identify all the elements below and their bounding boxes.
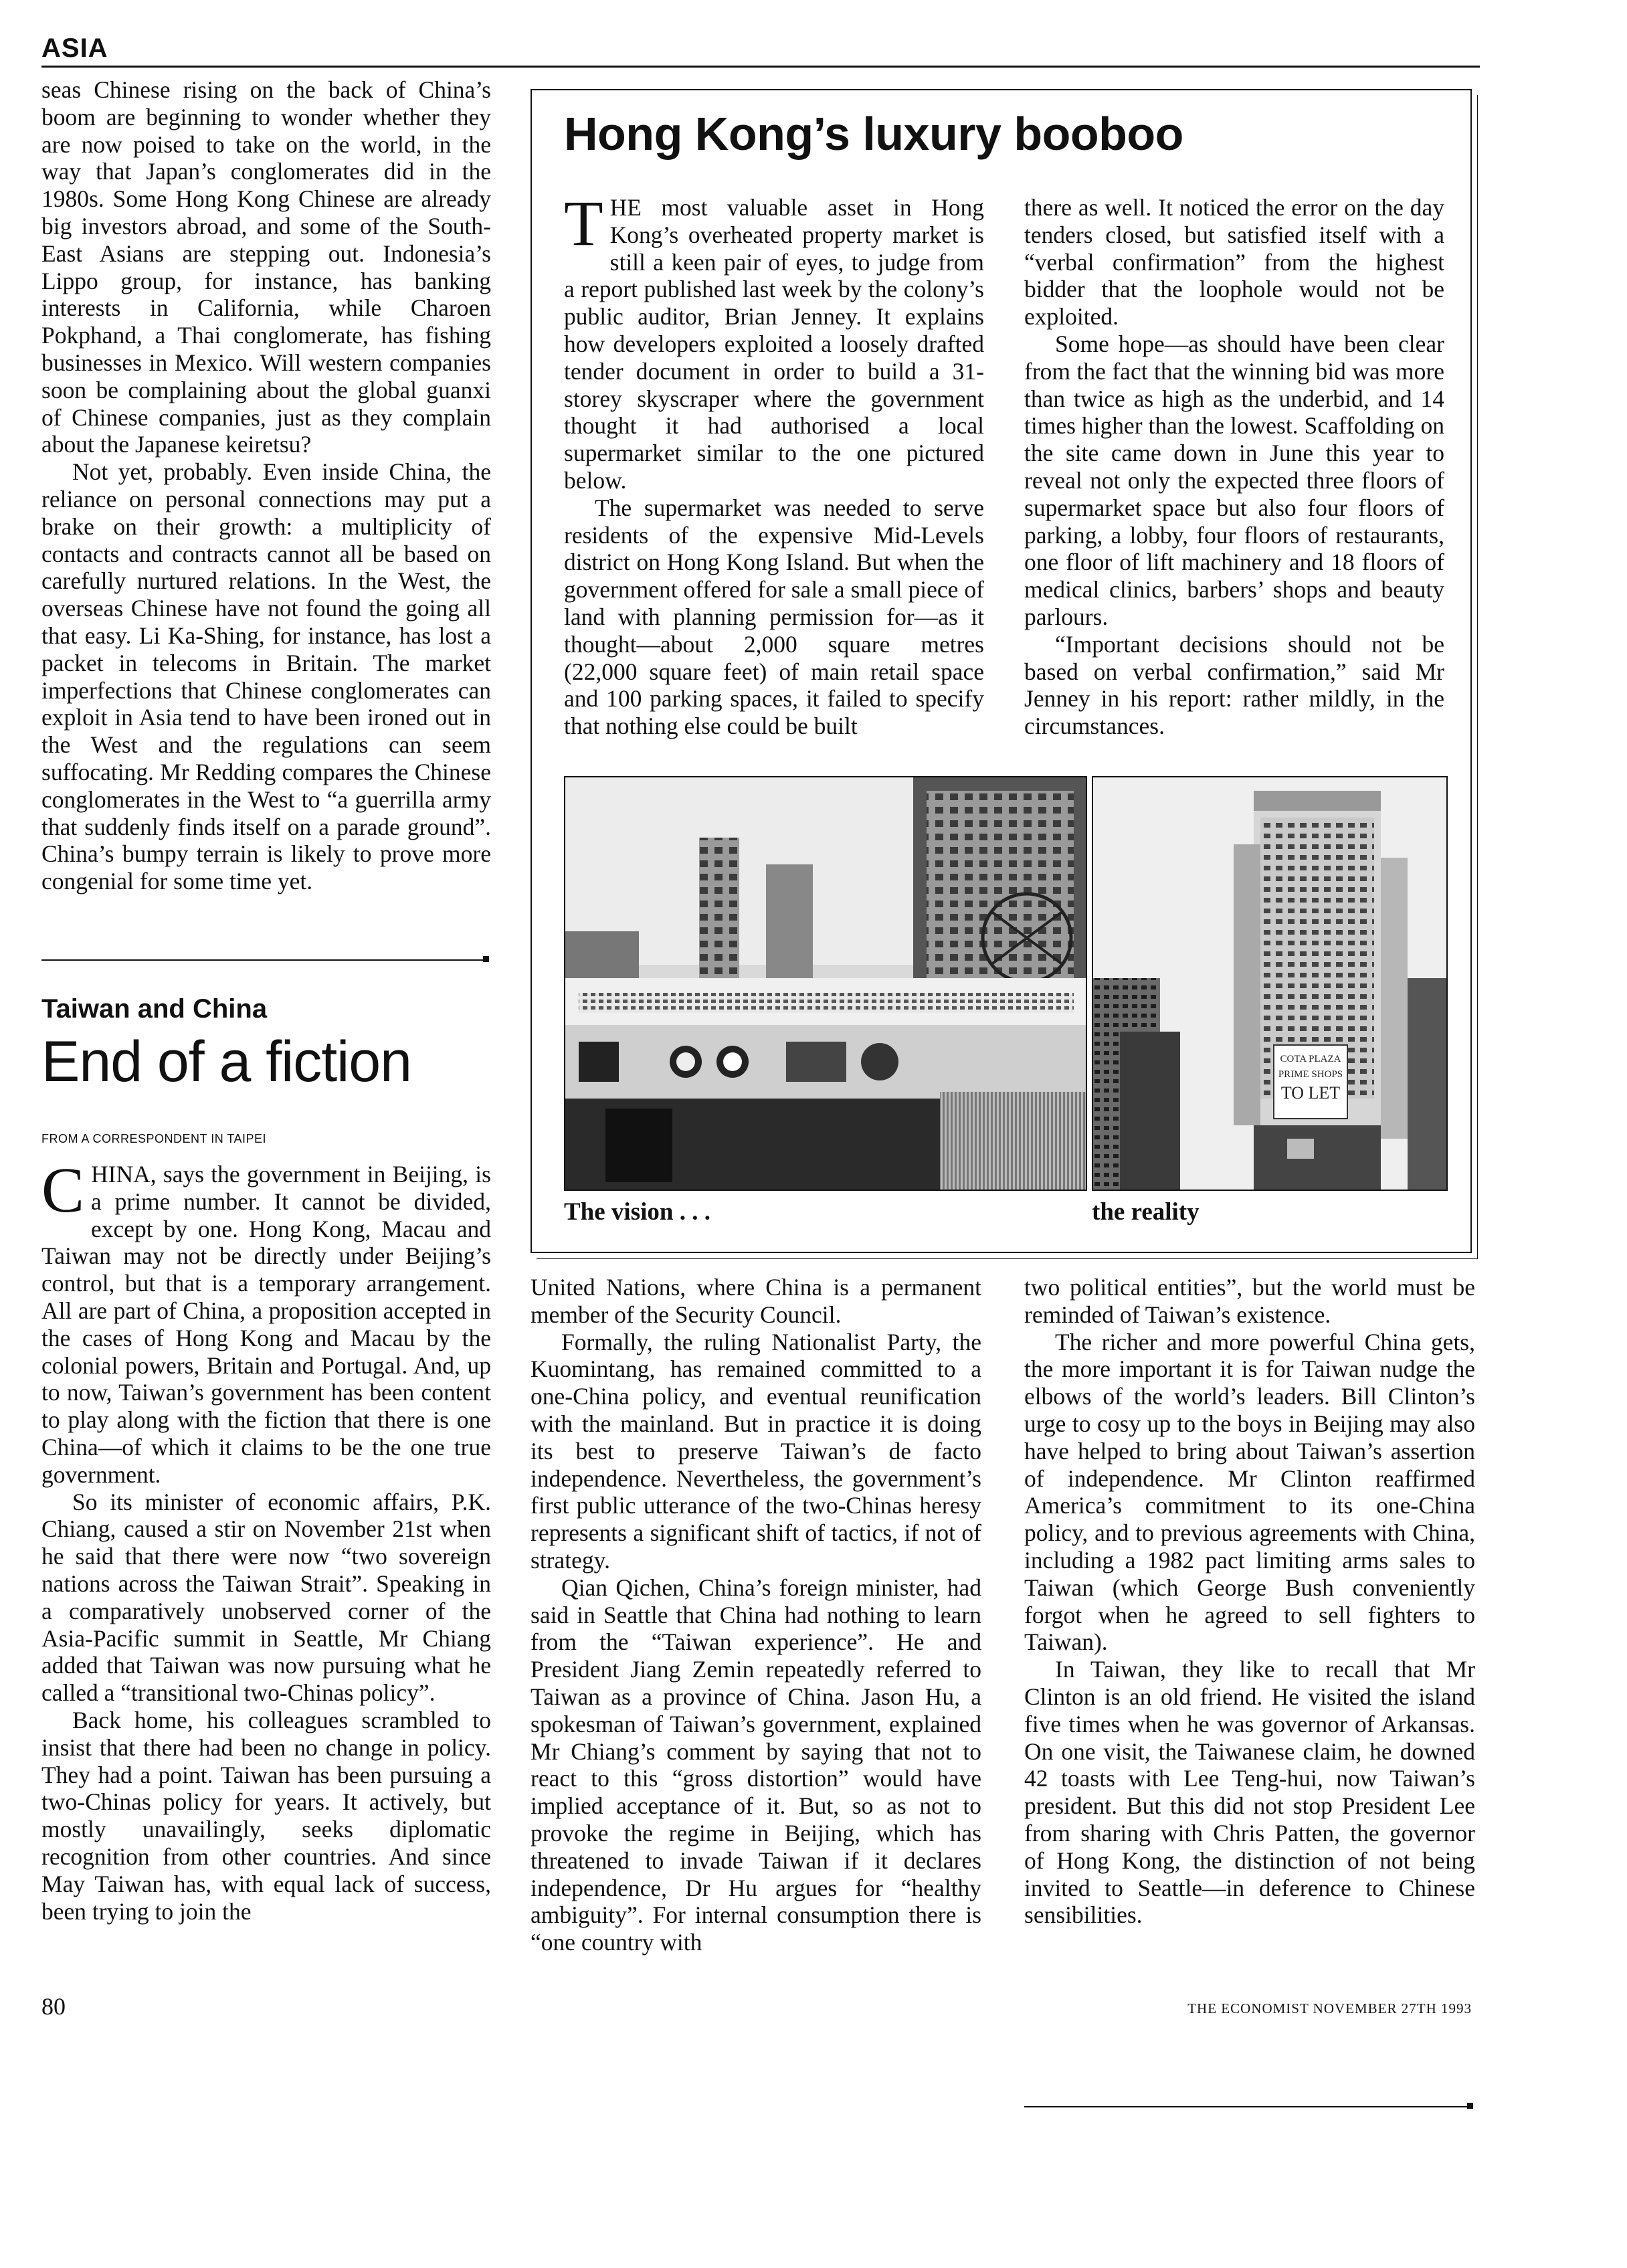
photo-caption-right: the reality — [1092, 1198, 1200, 1226]
paragraph: seas Chinese rising on the back of China’s boom are beginning to wonder whether they are now poised to take on the world, in the way that Japan’s conglomerates did in the 1980s. Some Hong Kong Chinese are already big investors abroad, and some of the South-East Asians are stepping out. Indonesia’s Lippo group, for instance, has banking interests in California, while Charoen Pokphand, a Thai conglomerate, has fishing businesses in Mexico. Will western companies soon be complaining about the global guanxi of Chinese companies, just as they complain about the Japanese keiretsu? — [41, 76, 491, 458]
photo-sign-line: TO LET — [1280, 1083, 1341, 1103]
photo-sign-line: COTA PLAZA — [1280, 1054, 1341, 1064]
sidebar-right-column — [1024, 194, 1444, 740]
paragraph: So its minister of economic affairs, P.K. Chiang, caused a stir on November 21st when he said that there were now “two sovereign nations across the Taiwan Strait”. Speaking in a comparatively unobserved corner of the Asia-Pacific summit in Seattle, Mr Chiang added that Taiwan was now pursuing what he called a “transitional two-Chinas policy”. — [41, 1488, 491, 1707]
photo-sign-line: PRIME SHOPS — [1278, 1069, 1343, 1080]
paragraph: “Important decisions should not be based on verbal confirmation,” said Mr Jenney in his report: rather mildly, in the circumstances. — [1024, 630, 1444, 740]
paragraph: THE most valuable asset in Hong Kong’s overheated property market is still a keen pair of eyes, to judge from a report published last week by the colony’s public auditor, Brian Jenney. It explains how developers exploited a loosely drafted tender document in order to build a 31-storey skyscraper where the government thought it had authorised a local supermarket similar to the one pictured below. — [564, 187, 984, 494]
paragraph: Back home, his colleagues scrambled to insist that there had been no change in policy. They had a point. Taiwan has been pursuing a two-Chinas policy for years. It actively, but mostly unavailingly, seeks diplomatic recognition from other countries. And since May Taiwan has, with equal lack of success, been trying to join the — [41, 1706, 491, 1925]
paragraph: In Taiwan, they like to recall that Mr Clinton is an old friend. He visited the island five times when he was governor of Arkansas. On one visit, the Taiwanese claim, he downed 42 toasts with Lee Teng-hui, now Taiwan’s president. But this did not stop President Lee from sharing with Chris Patten, the governor of Hong Kong, the distinction of not being invited to Seattle—in deference to Chinese sensibilities. — [1024, 1656, 1475, 1929]
paragraph: two political entities”, but the world must be reminded of Taiwan’s existence. — [1024, 1274, 1475, 1328]
paragraph: Not yet, probably. Even inside China, the reliance on personal connections may put a brake on their growth: a multiplicity of contacts and contracts cannot all be based on carefully nurtured relations. In the West, the overseas Chinese have not found the going all that easy. Li Ka-Shing, for instance, has lost a packet in telecoms in Britain. The market imperfections that Chinese conglomerates can exploit in Asia tend to have been ironed out in the West and the regulations can seem suffocating. Mr Redding compares the Chinese conglomerates in the West to “a guerrilla army that suddenly finds itself on a parade ground”. China’s bumpy terrain is likely to prove more congenial for some time yet. — [41, 458, 491, 895]
sidebar-headline: Hong Kong’s luxury booboo — [564, 108, 1183, 160]
paragraph: CHINA, says the government in Beijing, is a prime number. It cannot be divided, except by one. Hong Kong, Macau and Taiwan may not be directly under Beijing’s control, but that is a temporary arrangement. All are part of China, a proposition accepted in the cases of Hong Kong and Macau by the colonial powers, Britain and Portugal. And, up to now, Taiwan’s government has been content to play along with the fiction that there is one China—of which it claims to be the one true government. — [41, 1154, 491, 1488]
dropcap: C — [41, 1154, 85, 1226]
section-label: ASIA — [41, 33, 108, 63]
page-number: 80 — [41, 1993, 66, 2020]
dropcap: T — [564, 187, 603, 259]
continued-article-column — [41, 76, 491, 895]
article-headline: End of a fiction — [41, 1030, 411, 1094]
supermarket-photo — [564, 776, 1087, 1191]
paragraph: The richer and more powerful China gets, the more important it is for Taiwan nudge the elbows of the world’s leaders. Bill Clinton’s urge to cosy up to the boys in Beijing may also have helped to bring about Taiwan’s assertion of independence. Mr Clinton reaffirmed America’s commitment to its one-China policy, and to previous agreements with China, including a 1982 pact limiting arms sales to Taiwan (which George Bush conveniently forgot when he agreed to sell fighters to Taiwan). — [1024, 1328, 1475, 1656]
article-column-3 — [1024, 1274, 1475, 1929]
paragraph: there as well. It noticed the error on the day tenders closed, but satisfied itself with a “verbal confirmation” from the highest bidder that the loophole would not be exploited. — [1024, 194, 1444, 330]
article-column-2 — [531, 1274, 981, 1956]
publication-footer: THE ECONOMIST NOVEMBER 27TH 1993 — [1187, 2000, 1472, 2016]
skyscraper-photo — [1092, 776, 1448, 1191]
article-end-rule — [41, 959, 483, 961]
paragraph: United Nations, where China is a permanent member of the Security Council. — [531, 1274, 981, 1328]
article-end-rule — [1024, 2106, 1467, 2107]
paragraph: The supermarket was needed to serve residents of the expensive Mid-Levels district on Hong Kong Island. But when the government offered for sale a small piece of land with planning permission for—as it thought—about 2,000 square metres (22,000 square feet) of main retail space and 100 parking spaces, it failed to specify that nothing else could be built — [564, 494, 984, 740]
paragraph: Qian Qichen, China’s foreign minister, had said in Seattle that China had nothing to learn from the “Taiwan experience”. He and President Jiang Zemin repeatedly referred to Taiwan as a province of China. Jason Hu, a spokesman of Taiwan’s government, explained Mr Chiang’s comment by saying that not to react to this “gross distortion” would have implied acceptance of it. But, so as not to provoke the regime in Beijing, which has threatened to invade Taiwan if it declares independence, Dr Hu argues for “healthy ambiguity”. For internal consumption there is “one country with — [531, 1574, 981, 1956]
article-kicker: Taiwan and China — [41, 994, 268, 1024]
article-end-mark — [1467, 2103, 1473, 2109]
article-end-mark — [483, 956, 489, 962]
sidebar-left-column — [564, 187, 984, 740]
paragraph: Some hope—as should have been clear from the fact that the winning bid was more than twice as high as the underbid, and 14 times higher than the lowest. Scaffolding on the site came down in June this year to reveal not only the expected three floors of supermarket space but also four floors of parking, a lobby, four floors of restaurants, one floor of lift machinery and 18 floors of medical clinics, barbers’ shops and beauty parlours. — [1024, 330, 1444, 630]
paragraph: Formally, the ruling Nationalist Party, the Kuomintang, has remained committed to a one-China policy, and eventual reunification with the mainland. But in practice it is doing its best to preserve Taiwan’s de facto independence. Nevertheless, the government’s first public utterance of the two-Chinas heresy represents a significant shift of tactics, if not of strategy. — [531, 1328, 981, 1574]
photo-caption-left: The vision . . . — [564, 1198, 710, 1226]
article-byline: FROM A CORRESPONDENT IN TAIPEI — [41, 1132, 267, 1145]
article-column-1 — [41, 1154, 491, 1925]
header-rule — [41, 66, 1480, 68]
